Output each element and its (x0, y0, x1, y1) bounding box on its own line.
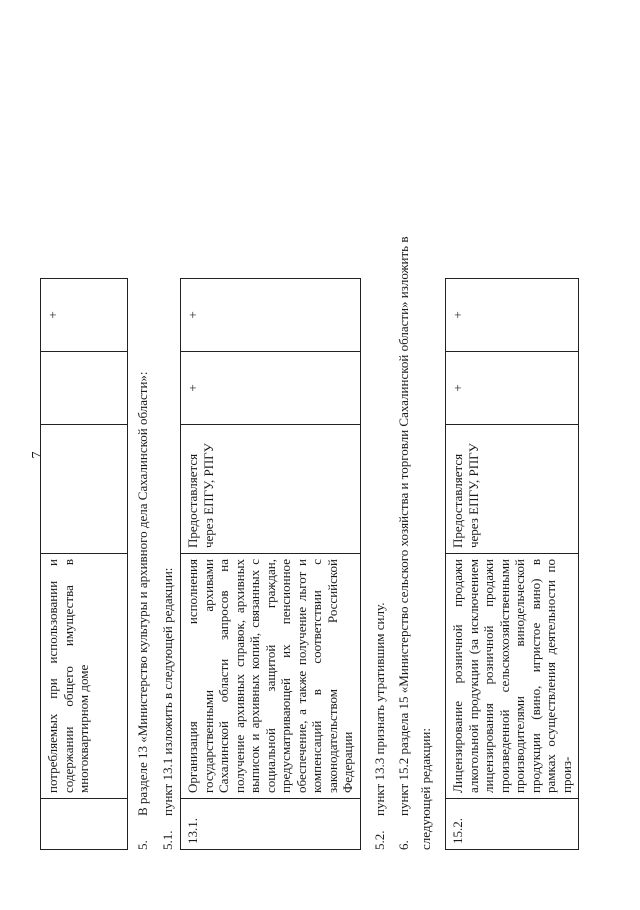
paragraph-text: В разделе 13 «Министерство культуры и архивного дела Сахалинской области»: (135, 371, 150, 816)
table-row-15-2 (445, 278, 579, 850)
table-row (446, 279, 579, 850)
table-cell-col4: + (181, 352, 361, 425)
paragraph-number: 5. (135, 840, 150, 850)
table-cell-col5: + (181, 279, 361, 352)
table-top-fragment (40, 278, 128, 850)
paragraph-text: пункт 13.3 признать утратившим силу. (372, 602, 387, 816)
paragraph-5-2 (372, 30, 388, 850)
paragraph-5-1 (160, 30, 176, 850)
table-cell-col4: + (446, 352, 579, 425)
paragraph-6 (396, 30, 412, 850)
paragraph-5 (135, 30, 151, 850)
paragraph-6-continuation: следующей редакции: (418, 728, 433, 850)
table-cell-number (41, 799, 128, 850)
table-cell-col5: + (41, 279, 128, 352)
table-row (41, 279, 128, 850)
paragraph-number: 5.1. (160, 830, 175, 850)
table-cell-description: Лицензирование розничной продажи алкогольной продукции (за исключением лицензирования розничной продажи произведенной сельскохозяйственными производителями винодельческой продукции (вино, игристое вино) в рамках осуществления деятельности по произ- (446, 554, 579, 799)
table-cell-col4 (41, 352, 128, 425)
table-row-13-1 (180, 278, 361, 850)
table-cell-provision (41, 425, 128, 554)
paragraph-text: пункт 15.2 раздела 15 «Министерство сельского хозяйства и торговли Сахалинской области» изложить в (396, 236, 411, 816)
table-cell-description: потребляемых при использовании и содержании общего имущества в многоквартирном доме (41, 554, 128, 799)
table-cell-provision: Предоставляется через ЕПГУ, РПГУ (181, 425, 361, 554)
table-cell-col5: + (446, 279, 579, 352)
paragraph-number: 6. (396, 840, 411, 850)
paragraph-text: пункт 13.1 изложить в следующей редакции: (160, 567, 175, 816)
page-number: 7 (30, 451, 45, 459)
table-cell-description: Организация исполнения государственными архивами Сахалинской области запросов на получение архивных справок, архивных выписок и архивных копий, связанных с социальной защитой граждан, предусматривающей их пенсионное обеспечение, а также получение льгот и компенсаций в соответствии с законодательством Российской Федерации (181, 554, 361, 799)
table-cell-number: 15.2. (446, 799, 579, 850)
table-row (181, 279, 361, 850)
table-cell-provision: Предоставляется через ЕПГУ, РПГУ (446, 425, 579, 554)
table-cell-number: 13.1. (181, 799, 361, 850)
paragraph-number: 5.2. (372, 830, 387, 850)
